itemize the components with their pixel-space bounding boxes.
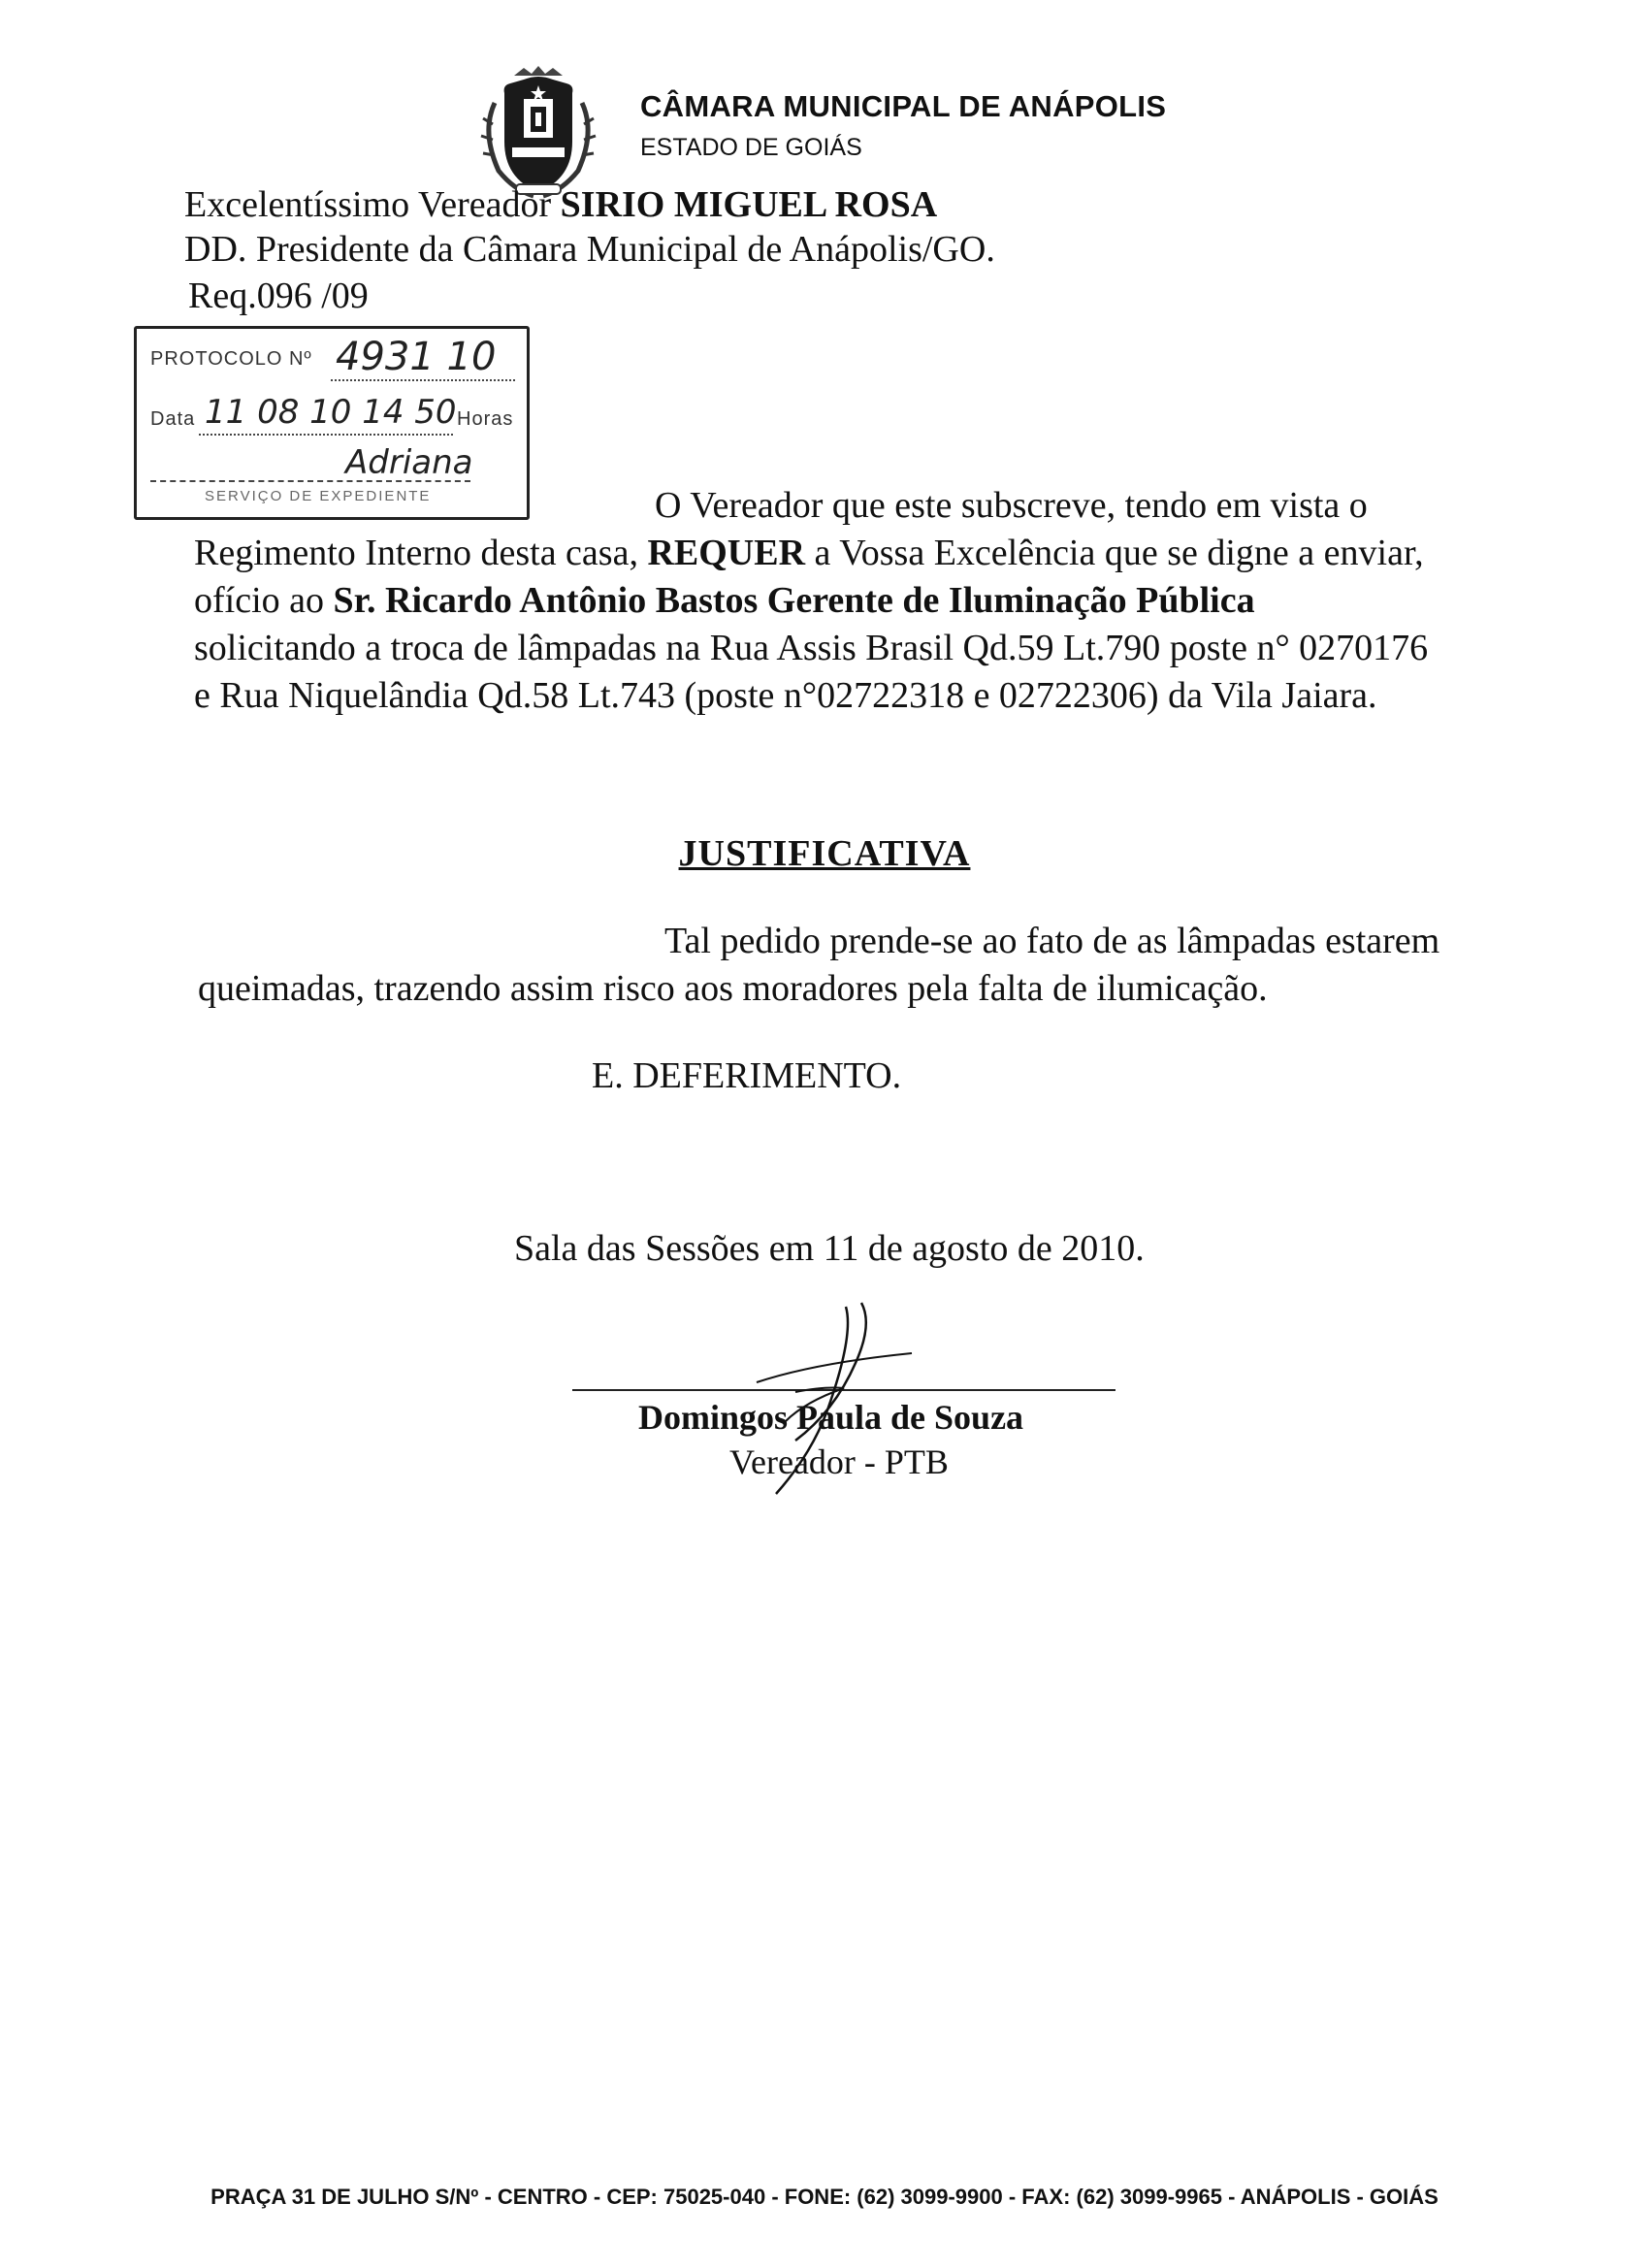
requer-keyword: REQUER (647, 533, 806, 573)
justification-title: JUSTIFICATIVA (678, 833, 971, 874)
protocol-label: PROTOCOLO Nº (150, 348, 312, 370)
protocol-stamp (134, 326, 530, 520)
request-line-3: ofício ao Sr. Ricardo Antônio Bastos Gerente de Iluminação Pública (194, 580, 1255, 621)
organization-name: CÂMARA MUNICIPAL DE ANÁPOLIS (640, 89, 1167, 123)
justification-line-2: queimadas, trazendo assim risco aos moradores pela falta de ilumicação. (198, 968, 1268, 1009)
reference-number: Req.096 /09 (188, 275, 369, 316)
protocol-number: 4931 10 (336, 335, 497, 379)
salutation: Excelentíssimo Vereador (184, 184, 561, 225)
signer-name: Domingos Paula de Souza (638, 1398, 1024, 1437)
request-line-4: solicitando a troca de lâmpadas na Rua Assis Brasil Qd.59 Lt.790 poste n° 0270176 (194, 628, 1429, 668)
date-value: 11 08 10 14 50 (205, 393, 457, 432)
date-label: Data (150, 408, 196, 430)
request-line-1: O Vereador que este subscreve, tendo em vista o (655, 485, 1368, 526)
request-line-2: Regimento Interno desta casa, REQUER a Vossa Excelência que se digne a enviar, (194, 533, 1424, 573)
footer-address: PRAÇA 31 DE JULHO S/Nº - CENTRO - CEP: 75025-040 - FONE: (62) 3099-9900 - FAX: (62) 3099-9965 - ANÁPOLIS - GOIÁS (210, 2185, 1439, 2209)
justification-line-1: Tal pedido prende-se ao fato de as lâmpadas estarem (664, 921, 1440, 961)
addressee-line (184, 180, 937, 229)
hours-label: Horas (457, 408, 514, 430)
addressee-name: SIRIO MIGUEL ROSA (560, 184, 938, 225)
place-date: Sala das Sessões em 11 de agosto de 2010. (514, 1228, 1145, 1269)
stamp-footer-label: SERVIÇO DE EXPEDIENTE (205, 488, 432, 504)
request-line-5: e Rua Niquelândia Qd.58 Lt.743 (poste n°02722318 e 02722306) da Vila Jaiara. (194, 675, 1377, 716)
signer-role: Vereador - PTB (729, 1442, 949, 1481)
addressee-title: DD. Presidente da Câmara Municipal de Anápolis/GO. (184, 229, 995, 270)
receiver-signature: Adriana (345, 443, 473, 482)
recipient-name: Sr. Ricardo Antônio Bastos Gerente de Iluminação Pública (333, 580, 1255, 621)
deferment-text: E. DEFERIMENTO. (592, 1055, 902, 1096)
organization-state: ESTADO DE GOIÁS (640, 134, 862, 161)
